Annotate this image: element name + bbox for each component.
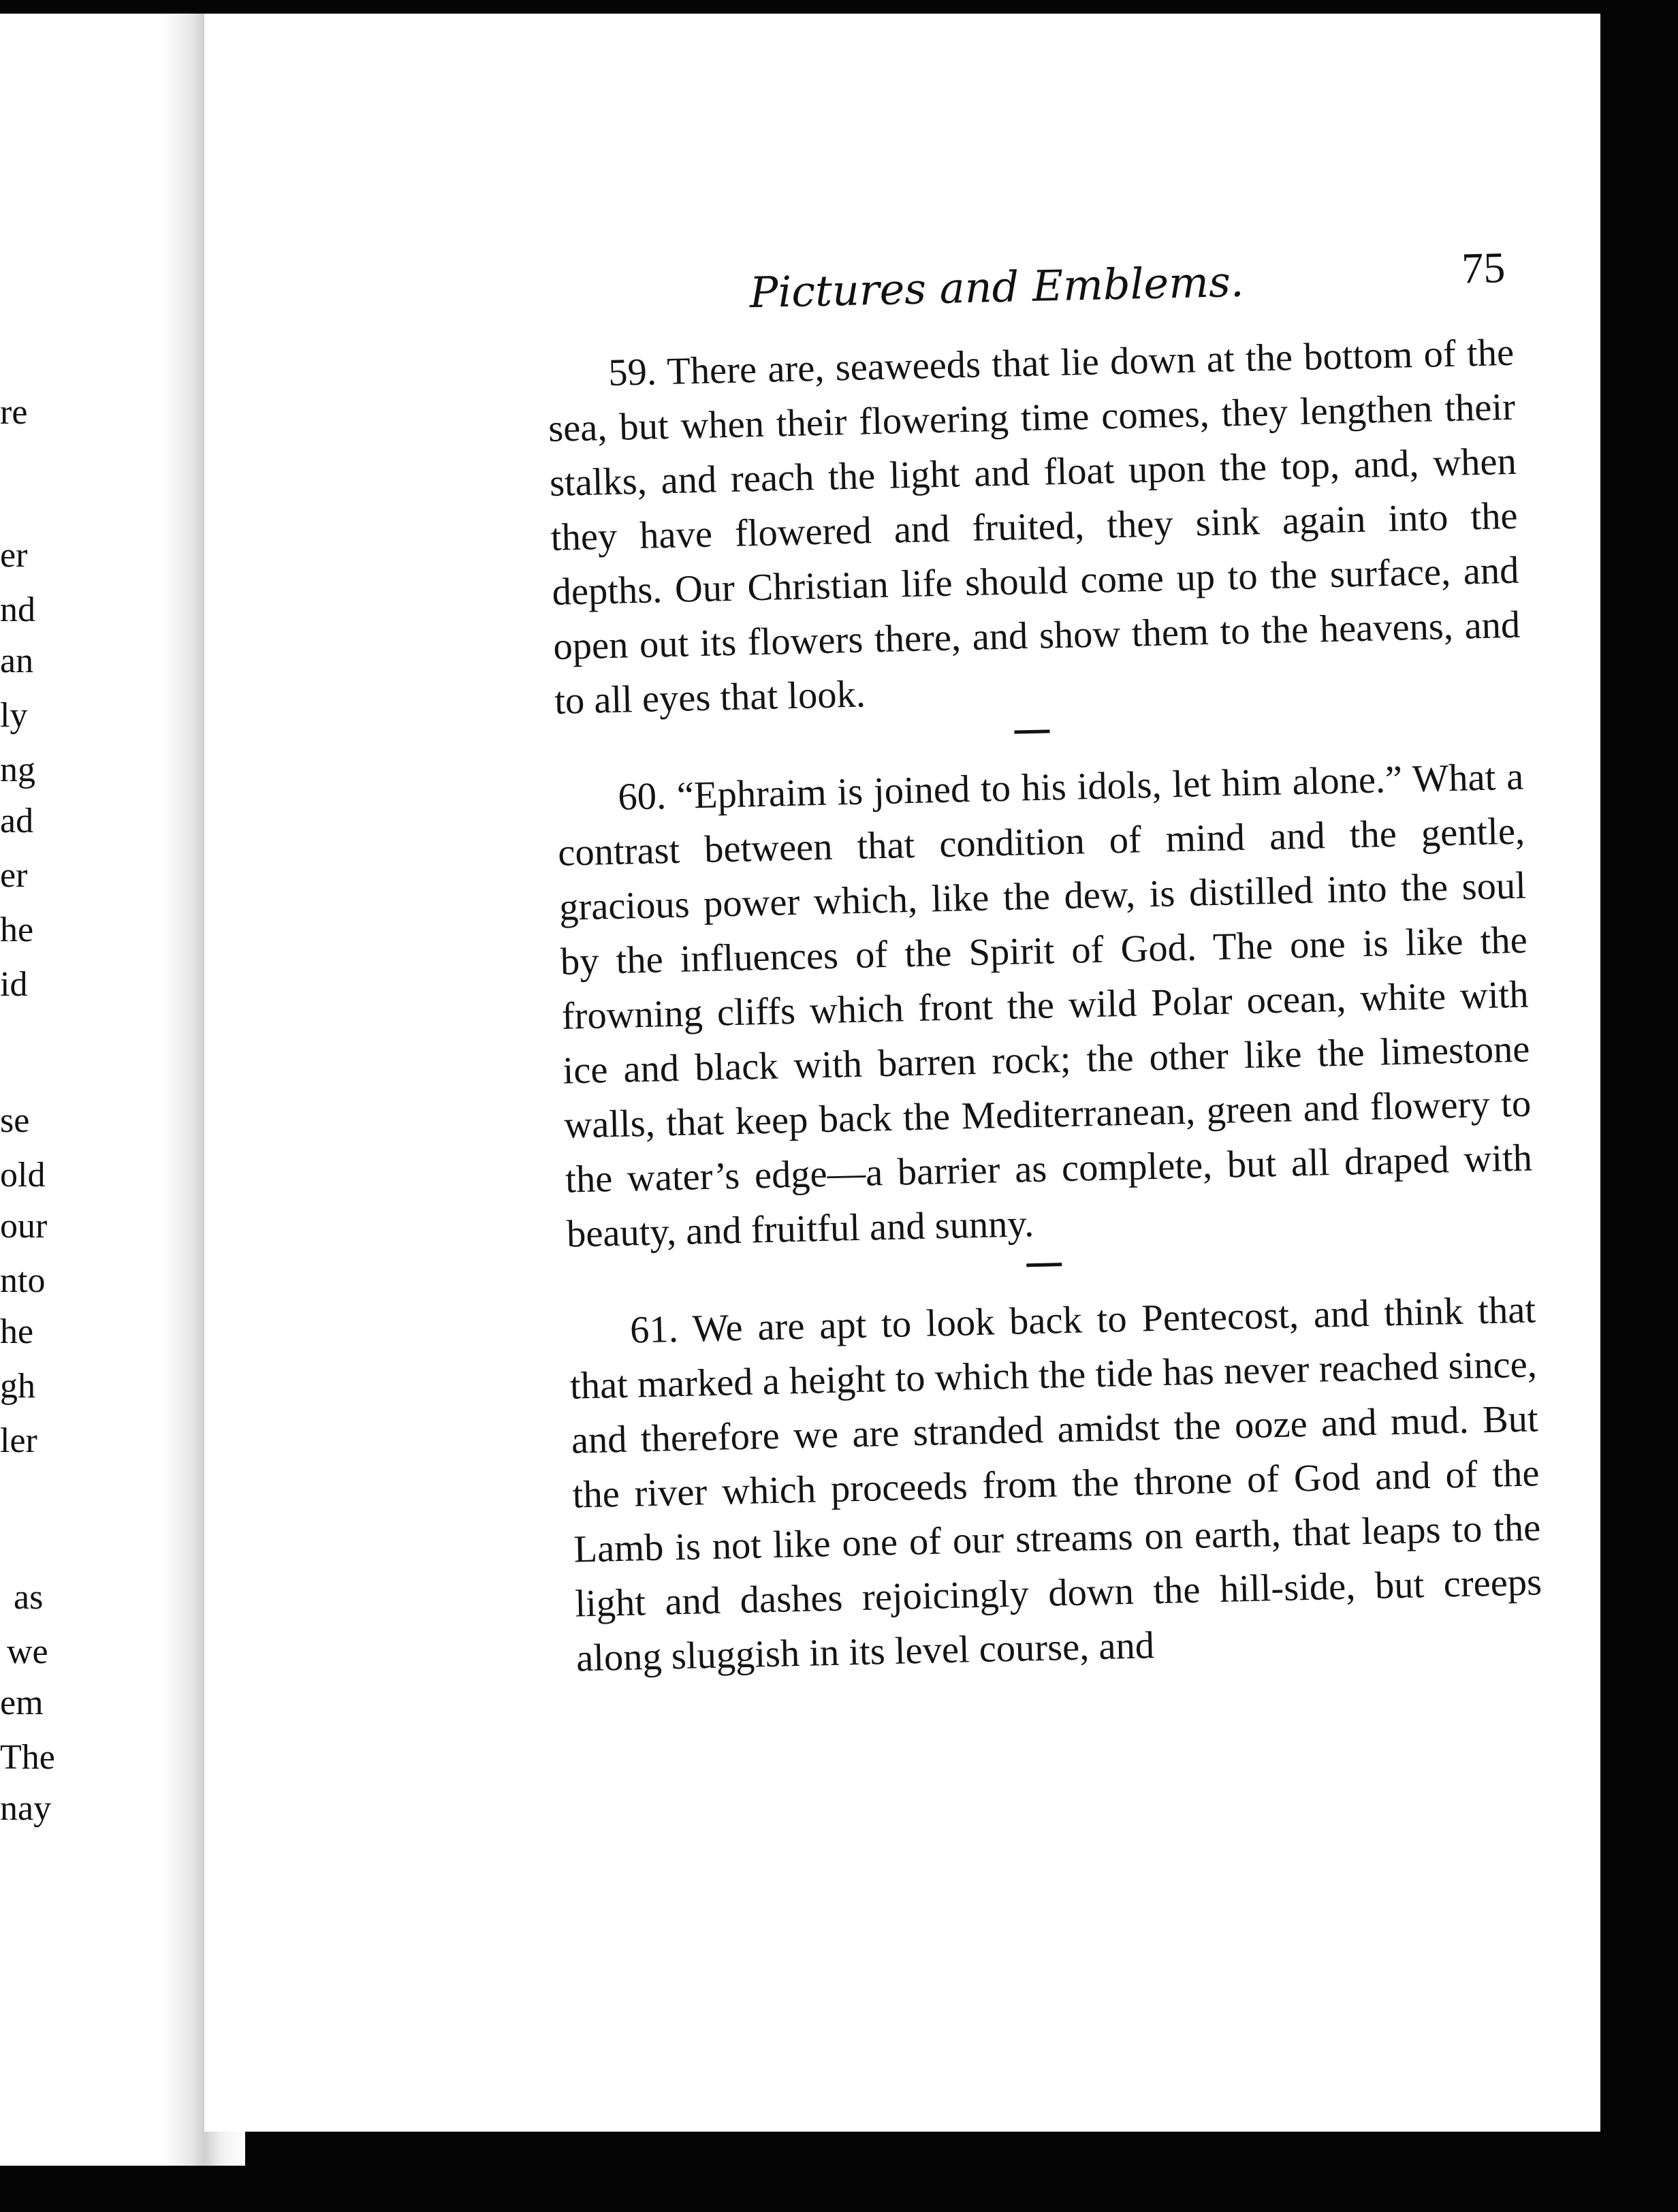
- left-page-fragment: ng: [0, 750, 35, 789]
- running-title: Pictures and Emblems.: [748, 256, 1245, 318]
- paragraph-61: [568, 1282, 1543, 1686]
- left-page-fragment: he: [0, 911, 34, 949]
- right-page: [204, 14, 1600, 2132]
- left-page-fragment: er: [0, 536, 28, 575]
- paragraph-number: 59.: [607, 351, 657, 394]
- left-page-fragment: ler: [0, 1421, 37, 1460]
- section-divider: [1014, 729, 1049, 733]
- paragraph-60: [556, 750, 1534, 1262]
- left-page-fragment: id: [0, 965, 28, 1004]
- left-page-fragment: gh: [0, 1367, 35, 1406]
- left-page-edge: [0, 14, 184, 2166]
- paragraph-number: 61.: [629, 1308, 679, 1352]
- left-page-fragment: we: [7, 1632, 48, 1671]
- left-page-fragment: re: [0, 393, 28, 432]
- left-page-fragment: old: [0, 1156, 46, 1195]
- left-page-fragment: as: [14, 1578, 44, 1617]
- paragraph-text: We are apt to look back to Pentecost, and think that that marked a height to which the tide has never reached since, and therefore we are stranded amidst the ooze and mud. But the river which proceeds from the throne of God and of the Lamb is not like one of our streams on earth, that leaps to the light and dashes rejoicingly down the hill-side, but creeps along sluggish in its level course, and: [569, 1289, 1542, 1680]
- paragraph-text: There are, seaweeds that lie down at the bottom of the sea, but when their flowering time comes, they lengthen their stalks, and reach the light and float upon the top, and, when they have flowered and fruited, they sink again into the depths. Our Christian life should come up to the surface, and open out its flowers there, and show them to the heavens, and to all eyes that look.: [548, 331, 1521, 723]
- left-page-fragment: nd: [0, 590, 35, 629]
- left-page-fragment: er: [0, 856, 28, 895]
- paragraph-number: 60.: [617, 775, 667, 819]
- page-body: [545, 243, 1544, 1686]
- paragraph-59: [546, 326, 1521, 729]
- paragraph-text: “Ephraim is joined to his idols, let him alone.” What a contrast between that condition of mind and the gentle, gracious power which, like the dew, is distilled into the soul by the influences of the Spirit of God. The one is like the frowning cliffs which front the wild Polar ocean, white with ice and black with barren rock; the other like the limestone walls, that keep back the Mediterranean, green and flowery to the water’s edge—a barrier as complete, but all draped with beauty, and fruitful and sunny.: [557, 755, 1533, 1256]
- left-page-fragment: ad: [0, 802, 34, 840]
- left-page-fragment: an: [0, 642, 34, 680]
- left-page-fragment: ly: [0, 696, 28, 735]
- left-page-fragment: nto: [0, 1261, 46, 1300]
- left-page-fragment: se: [0, 1101, 30, 1140]
- section-divider: [1026, 1263, 1062, 1267]
- page-number: 75: [1461, 243, 1506, 293]
- left-page-fragment: The: [0, 1738, 55, 1777]
- left-page-fragment: he: [0, 1312, 34, 1351]
- left-page-fragment: em: [0, 1684, 44, 1722]
- left-page-fragment: our: [0, 1207, 48, 1246]
- left-page-fragment: nay: [0, 1789, 52, 1828]
